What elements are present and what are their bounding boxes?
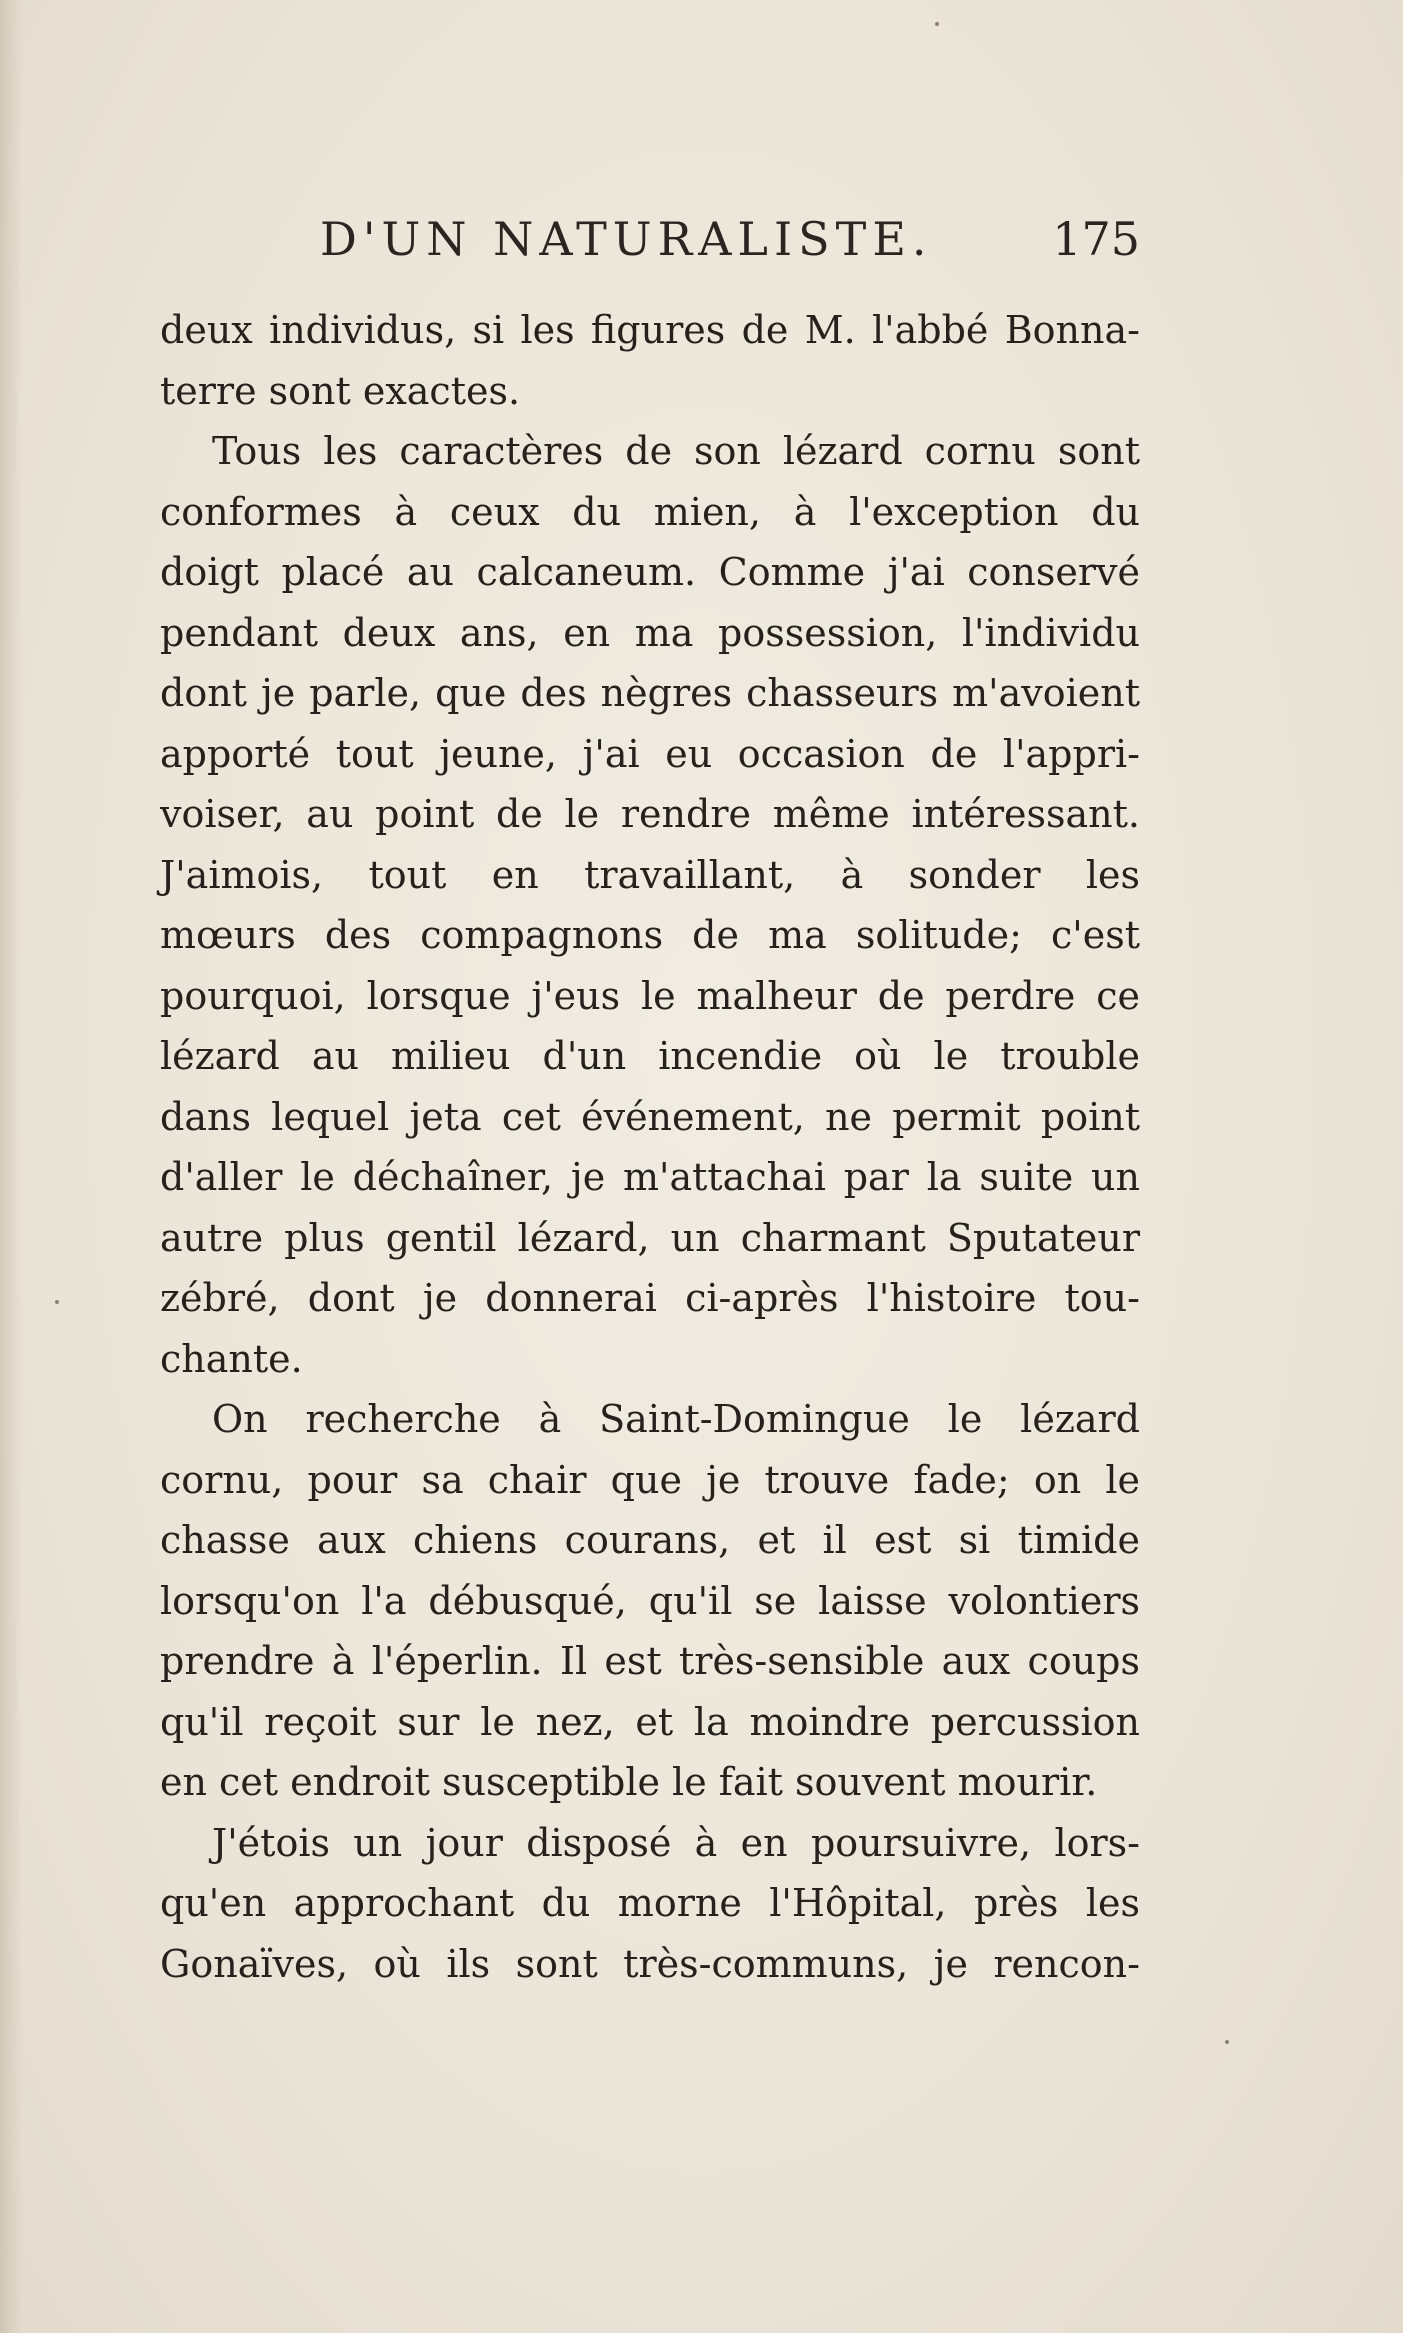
text-line: J'aimois, tout en travaillant, à sonder les bbox=[160, 852, 1140, 897]
text-line: Tous les caractères de son lézard cornu sont bbox=[212, 429, 1140, 473]
text-line: On recherche à Saint-Domingue le lézard bbox=[212, 1397, 1140, 1441]
text-line: Gonaïves, où ils sont très-communs, je rencon- bbox=[160, 1941, 1140, 1986]
paper-speck bbox=[1225, 2040, 1229, 2044]
text-line: autre plus gentil lézard, un charmant Sputateur bbox=[160, 1215, 1140, 1260]
text-line: prendre à l'éperlin. Il est très-sensible aux coups bbox=[160, 1639, 1140, 1683]
text-line: mœurs des compagnons de ma solitude; c'est bbox=[160, 913, 1140, 957]
text-line: conformes à ceux du mien, à l'exception du bbox=[160, 489, 1140, 534]
text-line: d'aller le déchaîner, je m'attachai par la suite un bbox=[160, 1155, 1140, 1199]
running-head bbox=[160, 212, 1140, 282]
text-line: dans lequel jeta cet événement, ne permit point bbox=[160, 1094, 1140, 1139]
page-number: 175 bbox=[1052, 212, 1140, 266]
text-line: J'étois un jour disposé à en poursuivre, lors- bbox=[212, 1820, 1140, 1865]
running-title: D'UN NATURALISTE. bbox=[320, 212, 933, 266]
text-line: qu'il reçoit sur le nez, et la moindre percussion bbox=[160, 1699, 1140, 1744]
text-line: qu'en approchant du morne l'Hôpital, près les bbox=[160, 1881, 1140, 1925]
paper-speck bbox=[935, 22, 939, 26]
text-line: chasse aux chiens courans, et il est si timide bbox=[160, 1518, 1140, 1562]
body-text bbox=[160, 300, 1140, 1994]
text-line: lorsqu'on l'a débusqué, qu'il se laisse volontiers bbox=[160, 1578, 1140, 1623]
text-line: pourquoi, lorsque j'eus le malheur de perdre ce bbox=[160, 973, 1140, 1018]
text-line: voiser, au point de le rendre même intéressant. bbox=[160, 792, 1140, 836]
text-line: apporté tout jeune, j'ai eu occasion de l'appri- bbox=[160, 731, 1140, 776]
text-line: doigt placé au calcaneum. Comme j'ai conservé bbox=[160, 550, 1140, 594]
paper-speck bbox=[55, 1300, 59, 1304]
text-line: dont je parle, que des nègres chasseurs m'avoient bbox=[160, 671, 1140, 715]
page-edge-shadow bbox=[0, 0, 22, 2333]
text-line: chante. bbox=[160, 1336, 303, 1381]
text-line: zébré, dont je donnerai ci-après l'histoire tou- bbox=[160, 1276, 1140, 1320]
text-line: cornu, pour sa chair que je trouve fade; on le bbox=[160, 1457, 1140, 1502]
text-line: deux individus, si les figures de M. l'abbé Bonna- bbox=[160, 308, 1140, 352]
text-line: en cet endroit susceptible le fait souvent mourir. bbox=[160, 1760, 1098, 1804]
text-line: pendant deux ans, en ma possession, l'individu bbox=[160, 610, 1140, 655]
text-line: lézard au milieu d'un incendie où le trouble bbox=[160, 1034, 1140, 1078]
text-line: terre sont exactes. bbox=[160, 368, 521, 413]
